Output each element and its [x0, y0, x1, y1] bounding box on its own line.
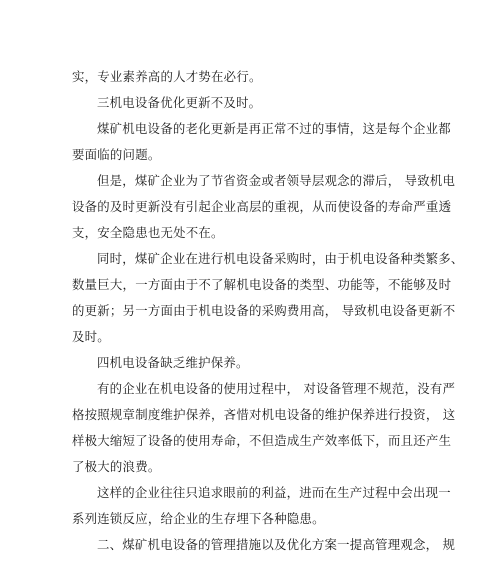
- text-line: 但是，煤矿企业为了节省资金或者领导层观念的滞后， 导致机电: [97, 173, 456, 188]
- text-line: 支，安全隐患也无处不在。: [72, 225, 224, 240]
- text-line: 的更新；另一方面由于机电设备的采购费用高， 导致机电设备更新不: [72, 303, 456, 318]
- text-line: 系列连锁反应，给企业的生存埋下各种隐患。: [72, 511, 325, 526]
- text-line: 同时，煤矿企业在进行机电设备采购时，由于机电设备种类繁多、: [97, 251, 464, 266]
- text-line: 这样的企业往往只追求眼前的利益，进而在生产过程中会出现一: [97, 485, 451, 500]
- text-line: 格按照规章制度维护保养，吝惜对机电设备的维护保养进行投资， 这: [72, 407, 456, 422]
- text-line: 及时。: [72, 329, 110, 344]
- document-body: [72, 64, 464, 558]
- text-line: 三机电设备优化更新不及时。: [97, 95, 262, 110]
- text-line: 数量巨大，一方面由于不了解机电设备的类型、功能等，不能够及时: [72, 277, 452, 292]
- text-line: 设备的及时更新没有引起企业高层的重视，从而使设备的寿命严重透: [72, 199, 452, 214]
- text-line: 要面临的问题。: [72, 147, 161, 162]
- text-line: 煤矿机电设备的老化更新是再正常不过的事情，这是每个企业都: [97, 121, 451, 136]
- text-line: 样极大缩短了设备的使用寿命，不但造成生产效率低下，而且还产生: [72, 433, 452, 448]
- text-line: 了极大的浪费。: [72, 459, 161, 474]
- text-line: 实，专业素养高的人才势在必行。: [72, 69, 262, 84]
- text-line: 四机电设备缺乏维护保养。: [97, 355, 249, 370]
- text-line: 二、煤矿机电设备的管理措施以及优化方案一提高管理观念， 规: [97, 537, 456, 552]
- text-line: 有的企业在机电设备的使用过程中， 对设备管理不规范，没有严: [97, 381, 456, 396]
